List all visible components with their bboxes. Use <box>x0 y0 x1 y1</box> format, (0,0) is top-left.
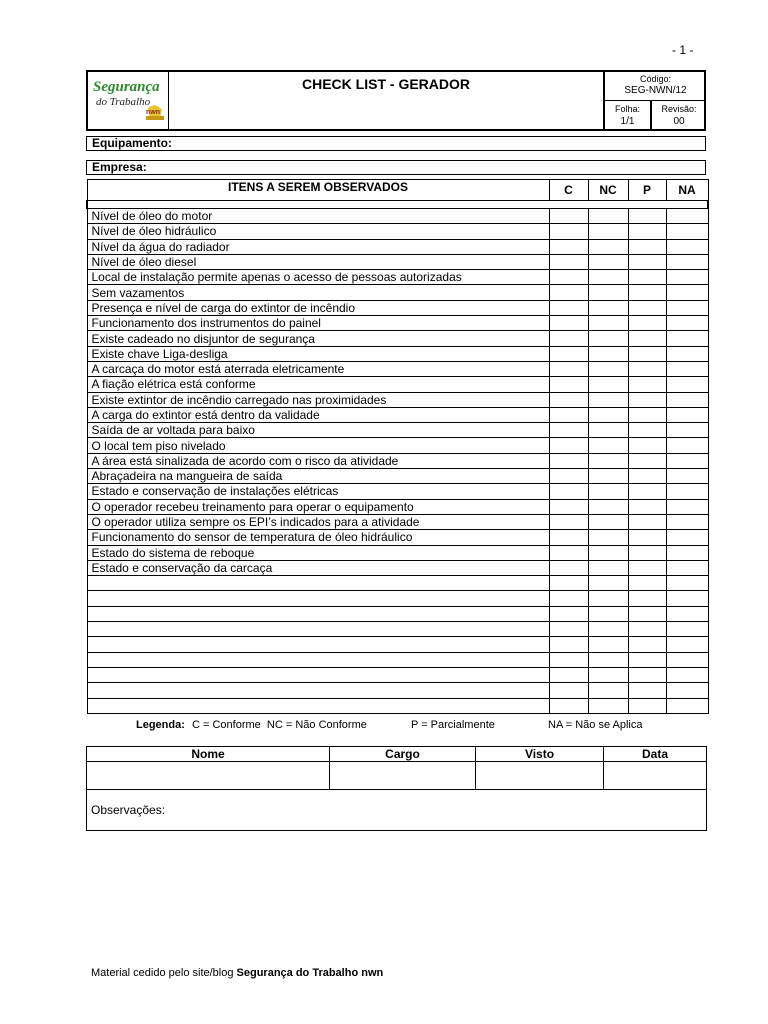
checklist-item: Nível de óleo hidráulico <box>87 224 549 239</box>
table-row <box>87 316 708 331</box>
sign-header-cargo: Cargo <box>330 747 476 762</box>
table-row <box>87 622 708 637</box>
checklist-item: Funcionamento do sensor de temperatura de óleo hidráulico <box>87 530 549 545</box>
check-cell-p[interactable] <box>628 285 666 300</box>
legend-c-nc <box>192 719 367 731</box>
checklist-item: O operador recebeu treinamento para operar o equipamento <box>87 499 549 514</box>
check-cell-p[interactable] <box>628 698 666 713</box>
table-row <box>87 545 708 560</box>
check-cell-na[interactable] <box>666 361 708 376</box>
check-cell-na[interactable] <box>666 637 708 652</box>
check-cell-c[interactable] <box>549 545 588 560</box>
table-row <box>87 270 708 285</box>
check-cell-p[interactable] <box>628 361 666 376</box>
sign-header-nome: Nome <box>87 747 330 762</box>
checklist-item: Saída de ar voltada para baixo <box>87 423 549 438</box>
check-cell-na[interactable] <box>666 484 708 499</box>
checklist-item: Nível de óleo do motor <box>87 209 549 224</box>
check-cell-na[interactable] <box>666 407 708 422</box>
table-row <box>87 361 708 376</box>
logo-line2: do Trabalho <box>96 96 151 108</box>
table-row <box>87 423 708 438</box>
legend-p: P = Parcialmente <box>411 719 495 731</box>
document-header <box>86 70 706 131</box>
check-cell-p[interactable] <box>628 484 666 499</box>
check-cell-nc[interactable] <box>588 622 628 637</box>
checklist-item: A área está sinalizada de acordo com o risco da atividade <box>87 453 549 468</box>
check-cell-c[interactable] <box>549 392 588 407</box>
check-cell-na[interactable] <box>666 560 708 575</box>
legend-nc: NC = Não Conforme <box>266 719 367 731</box>
check-cell-nc[interactable] <box>588 591 628 606</box>
check-cell-p[interactable] <box>628 560 666 575</box>
logo <box>88 72 169 129</box>
check-cell-na[interactable] <box>666 423 708 438</box>
check-cell-c[interactable] <box>549 530 588 545</box>
check-cell-na[interactable] <box>666 530 708 545</box>
check-cell-p[interactable] <box>628 392 666 407</box>
empresa-field[interactable]: Empresa: <box>86 160 706 175</box>
table-row <box>87 606 708 621</box>
checklist-item: Abraçadeira na mangueira de saída <box>87 469 549 484</box>
check-cell-na[interactable] <box>666 346 708 361</box>
page-number: - 1 - <box>672 43 694 57</box>
check-cell-na[interactable] <box>666 469 708 484</box>
check-cell-c[interactable] <box>549 622 588 637</box>
check-cell-p[interactable] <box>628 254 666 269</box>
check-cell-nc[interactable] <box>588 683 628 698</box>
checklist-item: Nível da água do radiador <box>87 239 549 254</box>
check-cell-p[interactable] <box>628 423 666 438</box>
sign-cargo-cell[interactable] <box>330 762 476 790</box>
check-cell-p[interactable] <box>628 606 666 621</box>
check-cell-nc[interactable] <box>588 254 628 269</box>
observacoes-field[interactable]: Observações: <box>87 790 707 831</box>
logo-line1: Segurança <box>93 79 160 95</box>
check-cell-c[interactable] <box>549 560 588 575</box>
check-cell-na[interactable] <box>666 514 708 529</box>
check-cell-c[interactable] <box>549 209 588 224</box>
table-row <box>87 652 708 667</box>
check-cell-p[interactable] <box>628 622 666 637</box>
table-row <box>87 377 708 392</box>
check-cell-c[interactable] <box>549 514 588 529</box>
check-cell-nc[interactable] <box>588 438 628 453</box>
check-cell-c[interactable] <box>549 254 588 269</box>
header-na: NA <box>666 180 708 201</box>
check-cell-c[interactable] <box>549 239 588 254</box>
check-cell-p[interactable] <box>628 239 666 254</box>
header-p: P <box>628 180 666 201</box>
check-cell-nc[interactable] <box>588 300 628 315</box>
checklist-item: Existe extintor de incêndio carregado nas proximidades <box>87 392 549 407</box>
checklist-item: A fiação elétrica está conforme <box>87 377 549 392</box>
check-cell-c[interactable] <box>549 316 588 331</box>
check-cell-c[interactable] <box>549 683 588 698</box>
checklist-item: Estado e conservação de instalações elétricas <box>87 484 549 499</box>
check-cell-p[interactable] <box>628 683 666 698</box>
table-row <box>87 484 708 499</box>
checklist-item: Sem vazamentos <box>87 285 549 300</box>
sign-nome-cell[interactable] <box>87 762 330 790</box>
check-cell-nc[interactable] <box>588 361 628 376</box>
sign-visto-cell[interactable] <box>476 762 604 790</box>
table-row <box>87 407 708 422</box>
check-cell-na[interactable] <box>666 438 708 453</box>
check-cell-na[interactable] <box>666 300 708 315</box>
sign-header-visto: Visto <box>476 747 604 762</box>
checklist-item: O local tem piso nivelado <box>87 438 549 453</box>
check-cell-na[interactable] <box>666 576 708 591</box>
check-cell-p[interactable] <box>628 270 666 285</box>
table-row <box>87 392 708 407</box>
checklist-item: A carcaça do motor está aterrada eletricamente <box>87 361 549 376</box>
check-cell-nc[interactable] <box>588 224 628 239</box>
check-cell-nc[interactable] <box>588 377 628 392</box>
check-cell-p[interactable] <box>628 224 666 239</box>
checklist-item: Estado do sistema de reboque <box>87 545 549 560</box>
check-cell-c[interactable] <box>549 270 588 285</box>
table-row <box>87 591 708 606</box>
check-cell-p[interactable] <box>628 545 666 560</box>
footer-text: Material cedido pelo site/blog <box>91 967 237 979</box>
check-cell-p[interactable] <box>628 453 666 468</box>
checklist-item <box>87 576 549 591</box>
header-nc: NC <box>588 180 628 201</box>
footer <box>91 967 383 979</box>
table-row <box>87 300 708 315</box>
check-cell-p[interactable] <box>628 530 666 545</box>
table-row <box>87 576 708 591</box>
header-items: ITENS A SEREM OBSERVADOS <box>87 180 549 201</box>
checklist-body <box>87 209 708 714</box>
check-cell-na[interactable] <box>666 652 708 667</box>
check-cell-c[interactable] <box>549 576 588 591</box>
checklist-item <box>87 683 549 698</box>
check-cell-nc[interactable] <box>588 652 628 667</box>
check-cell-nc[interactable] <box>588 453 628 468</box>
check-cell-c[interactable] <box>549 407 588 422</box>
table-row <box>87 667 708 682</box>
table-row <box>87 637 708 652</box>
check-cell-nc[interactable] <box>588 469 628 484</box>
table-row <box>87 560 708 575</box>
check-cell-na[interactable] <box>666 392 708 407</box>
check-cell-p[interactable] <box>628 377 666 392</box>
table-row <box>87 331 708 346</box>
check-cell-p[interactable] <box>628 469 666 484</box>
check-cell-nc[interactable] <box>588 285 628 300</box>
checklist-item <box>87 698 549 713</box>
check-cell-c[interactable] <box>549 423 588 438</box>
legend-label: Legenda: <box>136 719 185 731</box>
checklist-item <box>87 652 549 667</box>
check-cell-nc[interactable] <box>588 698 628 713</box>
table-row <box>87 209 708 224</box>
logo-tag: nwn <box>146 109 160 116</box>
check-cell-nc[interactable] <box>588 545 628 560</box>
table-row <box>87 698 708 713</box>
check-cell-na[interactable] <box>666 545 708 560</box>
check-cell-p[interactable] <box>628 316 666 331</box>
check-cell-nc[interactable] <box>588 316 628 331</box>
check-cell-c[interactable] <box>549 499 588 514</box>
check-cell-c[interactable] <box>549 438 588 453</box>
revisao-value: 00 <box>673 116 685 127</box>
document-code-block <box>603 72 706 129</box>
table-row <box>87 346 708 361</box>
check-cell-c[interactable] <box>549 591 588 606</box>
check-cell-c[interactable] <box>549 361 588 376</box>
checklist-item <box>87 606 549 621</box>
legend-c: C = Conforme <box>192 719 261 731</box>
check-cell-nc[interactable] <box>588 346 628 361</box>
checklist-item: A carga do extintor está dentro da validade <box>87 407 549 422</box>
check-cell-p[interactable] <box>628 346 666 361</box>
check-cell-c[interactable] <box>549 652 588 667</box>
table-row <box>87 438 708 453</box>
check-cell-c[interactable] <box>549 285 588 300</box>
table-row <box>87 683 708 698</box>
check-cell-nc[interactable] <box>588 331 628 346</box>
check-cell-na[interactable] <box>666 683 708 698</box>
legend-na: NA = Não se Aplica <box>548 719 643 731</box>
check-cell-na[interactable] <box>666 331 708 346</box>
check-cell-na[interactable] <box>666 285 708 300</box>
check-cell-na[interactable] <box>666 209 708 224</box>
checklist-item: Presença e nível de carga do extintor de incêndio <box>87 300 549 315</box>
checklist-item <box>87 622 549 637</box>
check-cell-nc[interactable] <box>588 637 628 652</box>
check-cell-p[interactable] <box>628 667 666 682</box>
logo-image <box>90 74 166 126</box>
check-cell-nc[interactable] <box>588 514 628 529</box>
checklist-item: O operador utiliza sempre os EPI’s indicados para a atividade <box>87 514 549 529</box>
signature-table <box>86 746 707 831</box>
check-cell-p[interactable] <box>628 576 666 591</box>
check-cell-na[interactable] <box>666 224 708 239</box>
table-row <box>87 530 708 545</box>
check-cell-nc[interactable] <box>588 270 628 285</box>
equipamento-field[interactable]: Equipamento: <box>86 136 706 151</box>
table-row <box>87 499 708 514</box>
check-cell-nc[interactable] <box>588 239 628 254</box>
check-cell-nc[interactable] <box>588 560 628 575</box>
table-row <box>87 514 708 529</box>
check-cell-na[interactable] <box>666 698 708 713</box>
checklist-item: Estado e conservação da carcaça <box>87 560 549 575</box>
check-cell-c[interactable] <box>549 377 588 392</box>
check-cell-nc[interactable] <box>588 407 628 422</box>
check-cell-c[interactable] <box>549 224 588 239</box>
checklist-item: Existe cadeado no disjuntor de segurança <box>87 331 549 346</box>
check-cell-nc[interactable] <box>588 484 628 499</box>
check-cell-p[interactable] <box>628 514 666 529</box>
checklist-item: Funcionamento dos instrumentos do painel <box>87 316 549 331</box>
table-row <box>87 254 708 269</box>
table-row <box>87 239 708 254</box>
codigo-value: SEG-NWN/12 <box>624 85 687 96</box>
check-cell-c[interactable] <box>549 667 588 682</box>
check-cell-nc[interactable] <box>588 209 628 224</box>
check-cell-na[interactable] <box>666 377 708 392</box>
check-cell-c[interactable] <box>549 331 588 346</box>
check-cell-na[interactable] <box>666 499 708 514</box>
check-cell-p[interactable] <box>628 407 666 422</box>
check-cell-nc[interactable] <box>588 530 628 545</box>
check-cell-p[interactable] <box>628 209 666 224</box>
check-cell-c[interactable] <box>549 637 588 652</box>
check-cell-p[interactable] <box>628 499 666 514</box>
checklist-table <box>86 179 709 714</box>
page-title: CHECK LIST - GERADOR <box>302 76 470 92</box>
check-cell-nc[interactable] <box>588 576 628 591</box>
check-cell-c[interactable] <box>549 300 588 315</box>
check-cell-p[interactable] <box>628 637 666 652</box>
check-cell-na[interactable] <box>666 254 708 269</box>
sign-header-data: Data <box>604 747 707 762</box>
check-cell-p[interactable] <box>628 331 666 346</box>
check-cell-c[interactable] <box>549 698 588 713</box>
check-cell-nc[interactable] <box>588 423 628 438</box>
check-cell-nc[interactable] <box>588 499 628 514</box>
footer-bold: Segurança do Trabalho nwn <box>236 967 384 979</box>
checklist-item: Nível de óleo diesel <box>87 254 549 269</box>
checklist-item <box>87 637 549 652</box>
check-cell-p[interactable] <box>628 438 666 453</box>
check-cell-c[interactable] <box>549 453 588 468</box>
check-cell-p[interactable] <box>628 652 666 667</box>
check-cell-c[interactable] <box>549 469 588 484</box>
check-cell-c[interactable] <box>549 484 588 499</box>
revisao-label: Revisão: <box>661 104 697 114</box>
check-cell-na[interactable] <box>666 316 708 331</box>
folha-label: Folha: <box>614 104 640 114</box>
checklist-item: Local de instalação permite apenas o acesso de pessoas autorizadas <box>87 270 549 285</box>
sign-data-cell[interactable] <box>604 762 707 790</box>
check-cell-na[interactable] <box>666 606 708 621</box>
check-cell-na[interactable] <box>666 270 708 285</box>
check-cell-p[interactable] <box>628 300 666 315</box>
checklist-item <box>87 591 549 606</box>
header-c: C <box>549 180 588 201</box>
folha-value: 1/1 <box>620 116 635 127</box>
check-cell-nc[interactable] <box>588 392 628 407</box>
check-cell-na[interactable] <box>666 453 708 468</box>
check-cell-na[interactable] <box>666 239 708 254</box>
check-cell-na[interactable] <box>666 667 708 682</box>
check-cell-c[interactable] <box>549 606 588 621</box>
check-cell-p[interactable] <box>628 591 666 606</box>
table-row <box>87 469 708 484</box>
check-cell-na[interactable] <box>666 591 708 606</box>
check-cell-nc[interactable] <box>588 667 628 682</box>
table-row <box>87 224 708 239</box>
table-row <box>87 285 708 300</box>
table-row <box>87 453 708 468</box>
check-cell-c[interactable] <box>549 346 588 361</box>
check-cell-na[interactable] <box>666 622 708 637</box>
checklist-item <box>87 667 549 682</box>
codigo-label: Código: <box>639 74 672 84</box>
check-cell-nc[interactable] <box>588 606 628 621</box>
checklist-item: Existe chave Liga-desliga <box>87 346 549 361</box>
